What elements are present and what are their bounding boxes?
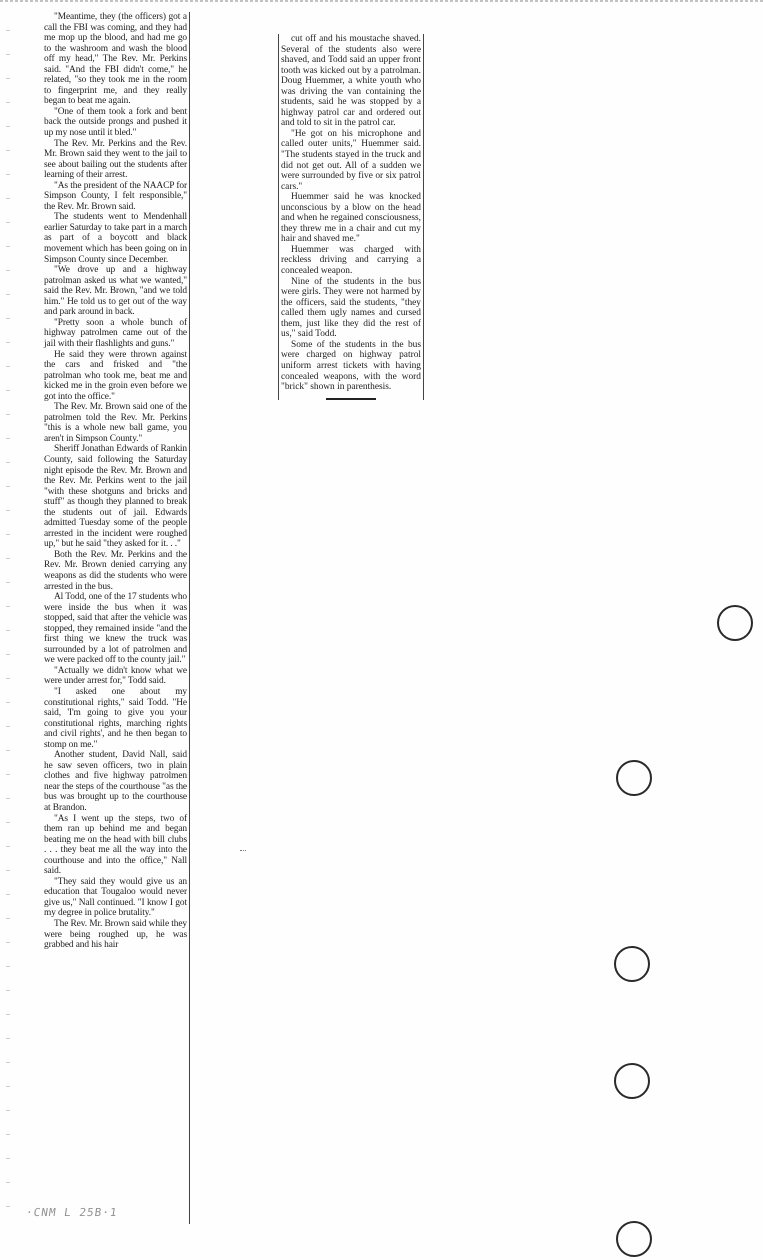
paragraph: Nine of the students in the bus were girls. They were not harmed by the officers, said the students, "they called them ugly names and cursed them, just like they did the rest of us," said Todd. [281, 276, 421, 340]
paragraph: Huemmer said he was knocked unconscious by a blow on the head and when he regained consciousness, they threw me in a chair and cut my hair and shaved me." [281, 192, 421, 245]
paragraph: "Actually we didn't know what we were under arrest for," Todd said. [44, 665, 187, 687]
paragraph: cut off and his moustache shaved. Several of the students also were shaved, and Todd said an upper front tooth was kicked out by a patrolman. Doug Huemmer, a white youth who was driving the van containing the students, said he was stopped by a highway patrol car and ordered out and told to sit in the patrol car. [281, 34, 421, 129]
paragraph: "He got on his microphone and called outer units," Huemmer said. "The students stayed in the truck and did not get out. All of a sudden we were surrounded by five or six patrol cars." [281, 128, 421, 192]
paragraph: "I asked one about my constitutional rights," said Todd. "He said, 'I'm going to give you your constitutional rights, marching rights and civil rights', and he then began to stomp on me." [44, 687, 187, 750]
paragraph: Al Todd, one of the 17 students who were inside the bus when it was stopped, said that after the vehicle was stopped, they remained inside "and the first thing we knew the truck was surrounded by a lot of patrolmen and we were packed off to the county jail." [44, 592, 187, 666]
punch-hole [616, 1221, 652, 1257]
paragraph: Some of the students in the bus were charged on highway patrol uniform arrest tickets with having concealed weapons, with the word "brick" shown in parenthesis. [281, 339, 421, 393]
paragraph: Sheriff Jonathan Edwards of Rankin County, said following the Saturday night episode the Rev. Mr. Brown and the Rev. Mr. Perkins went to the jail "with these shotguns and bricks and stuff" as though they planned to break the students out of jail. Edwards admitted Tuesday some of the people arrested in the incident were roughed up," but he said "they asked for it. . ." [44, 444, 187, 550]
paragraph: Huemmer was charged with reckless driving and carrying a concealed weapon. [281, 244, 421, 277]
paragraph: Both the Rev. Mr. Perkins and the Rev. Mr. Brown denied carrying any weapons as did the students who were arrested in the bus. [44, 549, 187, 592]
paragraph: "As I went up the steps, two of them ran up behind me and began beating me on the head with bill clubs . . . they beat me all the way into the courthouse and into the office," Nall said. [44, 813, 187, 877]
top-rule [0, 0, 763, 2]
left-edge-marks [6, 30, 10, 1230]
archive-stamp: ·CNM L 25B·1 [25, 1206, 119, 1219]
article-column-right [278, 34, 424, 400]
punch-hole [614, 946, 650, 982]
paragraph: "Meantime, they (the officers) got a call the FBI was coming, and they had me mop up the blood, and had me go to the washroom and wash the blood off my head," The Rev. Mr. Perkins said. "And the FBI didn't come," he related, "so they took me in the room to fingerprint me, and they really began to beat me again. [44, 12, 187, 107]
paragraph: The Rev. Mr. Brown said while they were being roughed up, he was grabbed and his hair [44, 919, 187, 951]
punch-hole [616, 760, 652, 796]
paragraph: "Pretty soon a whole bunch of highway patrolmen came out of the jail with their flashlights and guns." [44, 317, 187, 349]
paragraph: Another student, David Nall, said he saw seven officers, two in plain clothes and five highway patrolmen near the steps of the courthouse "as the bus was brought up to the courthouse at Brandon. [44, 750, 187, 814]
article-end-mark [326, 398, 376, 400]
paragraph: "One of them took a fork and bent back the outside prongs and pushed it up my nose until it bled." [44, 106, 187, 139]
article-column-left [44, 12, 190, 1224]
paragraph: The students went to Mendenhall earlier Saturday to take part in a march as part of a boycott and black movement which has been going on in Simpson County since December. [44, 212, 187, 265]
punch-hole [717, 605, 753, 641]
paragraph: "As the president of the NAACP for Simpson County, I felt responsible," the Rev. Mr. Brown said. [44, 180, 187, 212]
paragraph: He said they were thrown against the cars and frisked and "the patrolman who took me, beat me and kicked me in the groin even before we got into the office." [44, 349, 187, 402]
paragraph: "They said they would give us an education that Tougaloo would never give us," Nall continued. "I know I got my degree in police brutality." [44, 876, 187, 919]
paragraph: "We drove up and a highway patrolman asked us what we wanted," said the Rev. Mr. Brown, "and we told him." He told us to get out of the way and park around in back. [44, 265, 187, 318]
stray-mark [240, 850, 246, 854]
punch-hole [614, 1063, 650, 1099]
paragraph: The Rev. Mr. Brown said one of the patrolmen told the Rev. Mr. Perkins "this is a whole new ball game, you aren't in Simpson County." [44, 402, 187, 444]
paragraph: The Rev. Mr. Perkins and the Rev. Mr. Brown said they went to the jail to see about bailing out the students after learning of their arrest. [44, 138, 187, 181]
